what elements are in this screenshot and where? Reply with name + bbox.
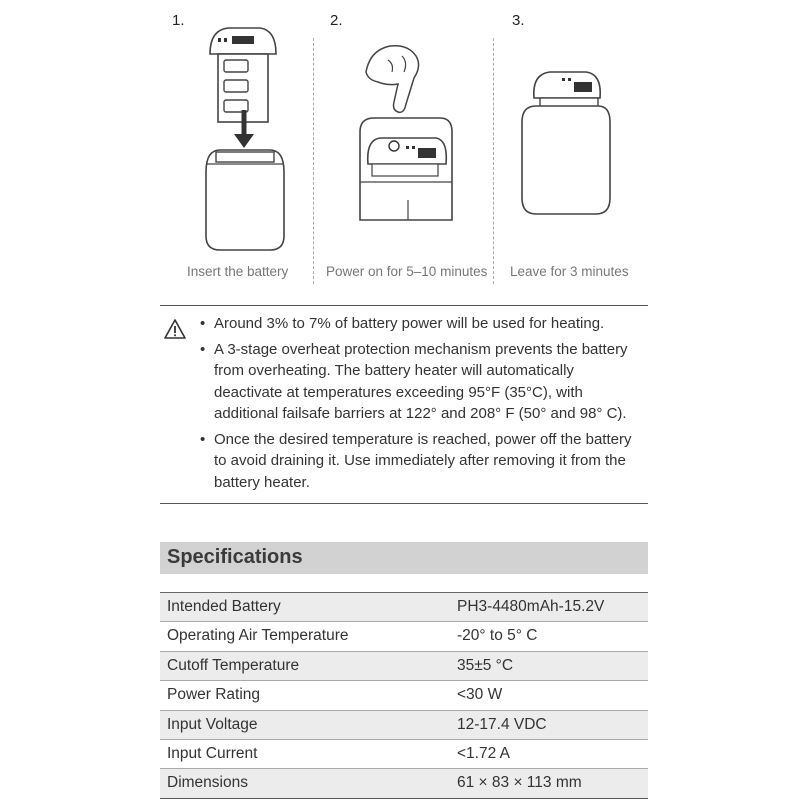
note-item: [200, 313, 645, 335]
table-row: [160, 593, 648, 622]
spec-value: 12-17.4 VDC: [457, 715, 547, 733]
spec-label: Input Current: [167, 744, 258, 762]
bullet: •: [200, 430, 206, 448]
instruction-steps: [160, 0, 648, 300]
step-divider: [313, 38, 314, 284]
spec-value: <30 W: [457, 686, 503, 704]
notes-top-rule: [160, 305, 648, 306]
warning-notes: [200, 313, 645, 497]
note-item: [200, 339, 645, 425]
bullet: •: [200, 315, 206, 332]
step-divider: [493, 38, 494, 284]
step-3-caption: Leave for 3 minutes: [510, 264, 629, 279]
warning-icon: [163, 318, 187, 340]
note-text: Around 3% to 7% of battery power will be used for heating.: [214, 315, 605, 332]
spec-label: Operating Air Temperature: [167, 627, 349, 645]
note-text: A 3-stage overheat protection mechanism prevents the battery from overheating. The battery heater will automatically deactivate at temperatures exceeding 95°F (35°C), with additional failsafe barriers at 122° and 208° F (50° and 98° C).: [214, 340, 628, 422]
table-row: [160, 622, 648, 651]
step-1-caption: Insert the battery: [187, 264, 289, 279]
specifications-table: [160, 592, 648, 799]
step-1: [160, 0, 310, 300]
spec-value: -20° to 5° C: [457, 627, 538, 645]
spec-label: Power Rating: [167, 686, 261, 704]
notes-bottom-rule: [160, 503, 648, 504]
step-2: [318, 0, 488, 300]
specifications-title: Specifications: [167, 546, 303, 568]
bullet: •: [200, 340, 206, 358]
note-item: [200, 429, 645, 494]
table-row: [160, 769, 648, 798]
spec-label: Input Voltage: [167, 715, 258, 733]
insert-battery-illustration: [198, 24, 298, 254]
step-2-caption: Power on for 5–10 minutes: [326, 264, 488, 279]
spec-label: Cutoff Temperature: [167, 656, 300, 674]
step-3: [498, 0, 648, 300]
spec-label: Dimensions: [167, 774, 248, 792]
note-text: Once the desired temperature is reached, power off the battery to avoid draining it. Use immediately after removing it from the battery heater.: [214, 430, 632, 491]
spec-value: 35±5 °C: [457, 656, 514, 674]
step-2-number: 2.: [330, 12, 343, 29]
step-1-number: 1.: [172, 12, 185, 29]
spec-value: <1.72 A: [457, 744, 511, 762]
spec-value: PH3-4480mAh-15.2V: [457, 598, 605, 615]
table-row: [160, 740, 648, 769]
specifications-header: [160, 542, 648, 574]
step-3-number: 3.: [512, 12, 525, 29]
spec-value: 61 × 83 × 113 mm: [457, 774, 582, 792]
table-row: [160, 652, 648, 681]
spec-label: Intended Battery: [167, 598, 281, 615]
leave-heating-illustration: [518, 70, 614, 220]
power-on-illustration: [348, 42, 460, 224]
table-row: [160, 711, 648, 740]
table-row: [160, 681, 648, 710]
